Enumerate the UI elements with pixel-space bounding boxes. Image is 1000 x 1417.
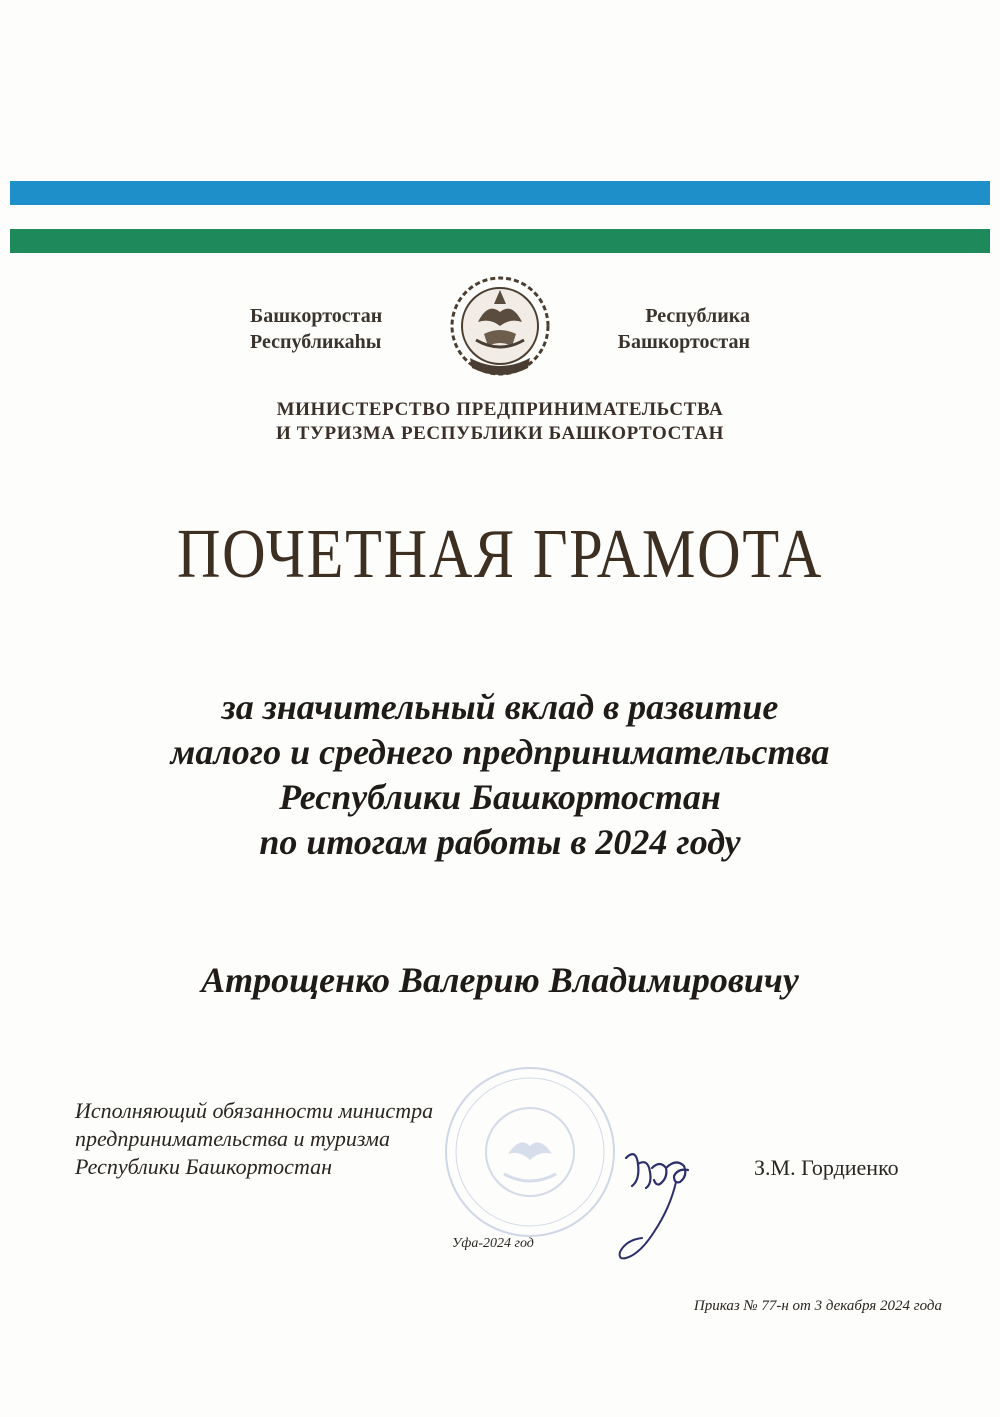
document-title: ПОЧЕТНАЯ ГРАМОТА bbox=[176, 516, 824, 593]
reason-line-3: Республики Башкортостан bbox=[279, 777, 721, 817]
region-name-russian bbox=[588, 303, 750, 355]
region-right-line-1: Республика bbox=[645, 305, 750, 327]
signer-name: З.М. Гордиенко bbox=[754, 1155, 899, 1180]
blue-stripe bbox=[10, 181, 990, 205]
reason-line-2: малого и среднего предпринимательства bbox=[170, 732, 830, 772]
reason-line-1: за значительный вклад в развитие bbox=[221, 687, 779, 727]
signer-position bbox=[75, 1097, 433, 1181]
place-and-year: Уфа-2024 год bbox=[452, 1236, 534, 1251]
coat-of-arms-icon bbox=[448, 274, 552, 384]
region-name-bashkir bbox=[250, 303, 382, 355]
region-left-line-1: Башкортостан bbox=[250, 305, 383, 327]
reason-line-4: по итогам работы в 2024 году bbox=[259, 822, 741, 862]
order-reference: Приказ № 77-н от 3 декабря 2024 года bbox=[693, 1298, 942, 1314]
signer-position-line-3: Республики Башкортостан bbox=[75, 1154, 333, 1179]
signer-position-line-2: предпринимательства и туризма bbox=[75, 1126, 390, 1151]
recipient-name: Атрощенко Валерию Владимировичу bbox=[201, 960, 799, 1000]
green-stripe bbox=[10, 229, 990, 253]
region-right-line-2: Башкортостан bbox=[617, 331, 750, 353]
ministry-line-1: МИНИСТЕРСТВО ПРЕДПРИНИМАТЕЛЬСТВА bbox=[276, 399, 724, 420]
ministry-line-2: И ТУРИЗМА РЕСПУБЛИКИ БАШКОРТОСТАН bbox=[275, 423, 724, 444]
region-left-line-2: Республикаһы bbox=[250, 331, 382, 353]
handwritten-signature-icon bbox=[596, 1128, 716, 1268]
award-reason bbox=[0, 685, 1000, 865]
ministry-name bbox=[0, 398, 1000, 446]
signer-position-line-1: Исполняющий обязанности министра bbox=[75, 1098, 434, 1123]
